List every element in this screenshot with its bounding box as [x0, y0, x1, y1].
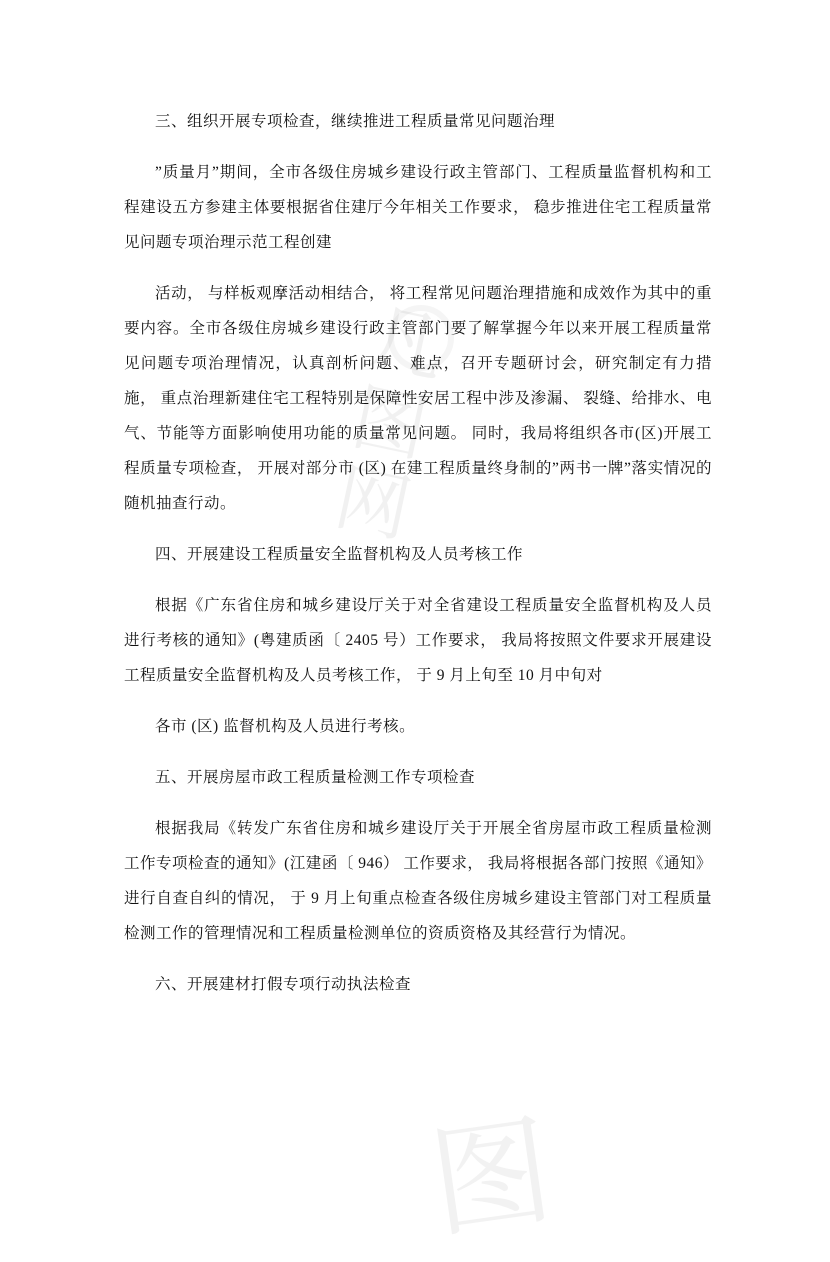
section-heading-4: 四、开展建设工程质量安全监督机构及人员考核工作	[155, 546, 524, 563]
watermark-bottom-text: 图	[422, 1104, 561, 1253]
watermark-text: 凡图网	[317, 294, 449, 552]
paragraph: 根据我局《转发广东省住房和城乡建设厅关于开展全省房屋市政工程质量检测工作专项检查的通知》(江建函〔 946） 工作要求， 我局将根据各部门按照《通知》 进行自查自纠的情况， 于 9 月上旬重点检查各级住房城乡建设主管部门对工程质量检测工作的管理情况和工程质量检测单位的资质资格及其经营行为情况。	[124, 820, 712, 942]
section-heading-3: 三、组织开展专项检查，继续推进工程质量常见问题治理	[155, 113, 556, 130]
section-heading-5: 五、开展房屋市政工程质量检测工作专项检查	[155, 769, 476, 786]
paragraph: 根据《广东省住房和城乡建设厅关于对全省建设工程质量安全监督机构及人员进行考核的通知》(粤建质函〔 2405 号）工作要求， 我局将按照文件要求开展建设工程质量安全监督机构及人员考核工作， 于 9 月上旬至 10 月中旬对	[124, 597, 712, 684]
document-body	[124, 102, 712, 1018]
section-heading-6: 六、开展建材打假专项行动执法检查	[155, 976, 412, 993]
paragraph: ”质量月”期间，全市各级住房城乡建设行政主管部门、工程质量监督机构和工程建设五方参建主体要根据省住建厅今年相关工作要求， 稳步推进住宅工程质量常见问题专项治理示范工程创建	[124, 164, 712, 251]
paragraph: 各市 (区) 监督机构及人员进行考核。	[155, 718, 416, 735]
paragraph: 活动， 与样板观摩活动相结合， 将工程常见问题治理措施和成效作为其中的重要内容。全市各级住房城乡建设行政主管部门要了解掌握今年以来开展工程质量常见问题专项治理情况，认真剖析问题、难点，召开专题研讨会，研究制定有力措施， 重点治理新建住宅工程特别是保障性安居工程中涉及渗漏、 裂缝、给排水、电气、节能等方面影响使用功能的质量常见问题。 同时，我局将组织各市(区)开展工程质量专项检查， 开展对部分市 (区) 在建工程质量终身制的”两书一牌”落实情况的随机抽查行动。	[124, 285, 712, 512]
